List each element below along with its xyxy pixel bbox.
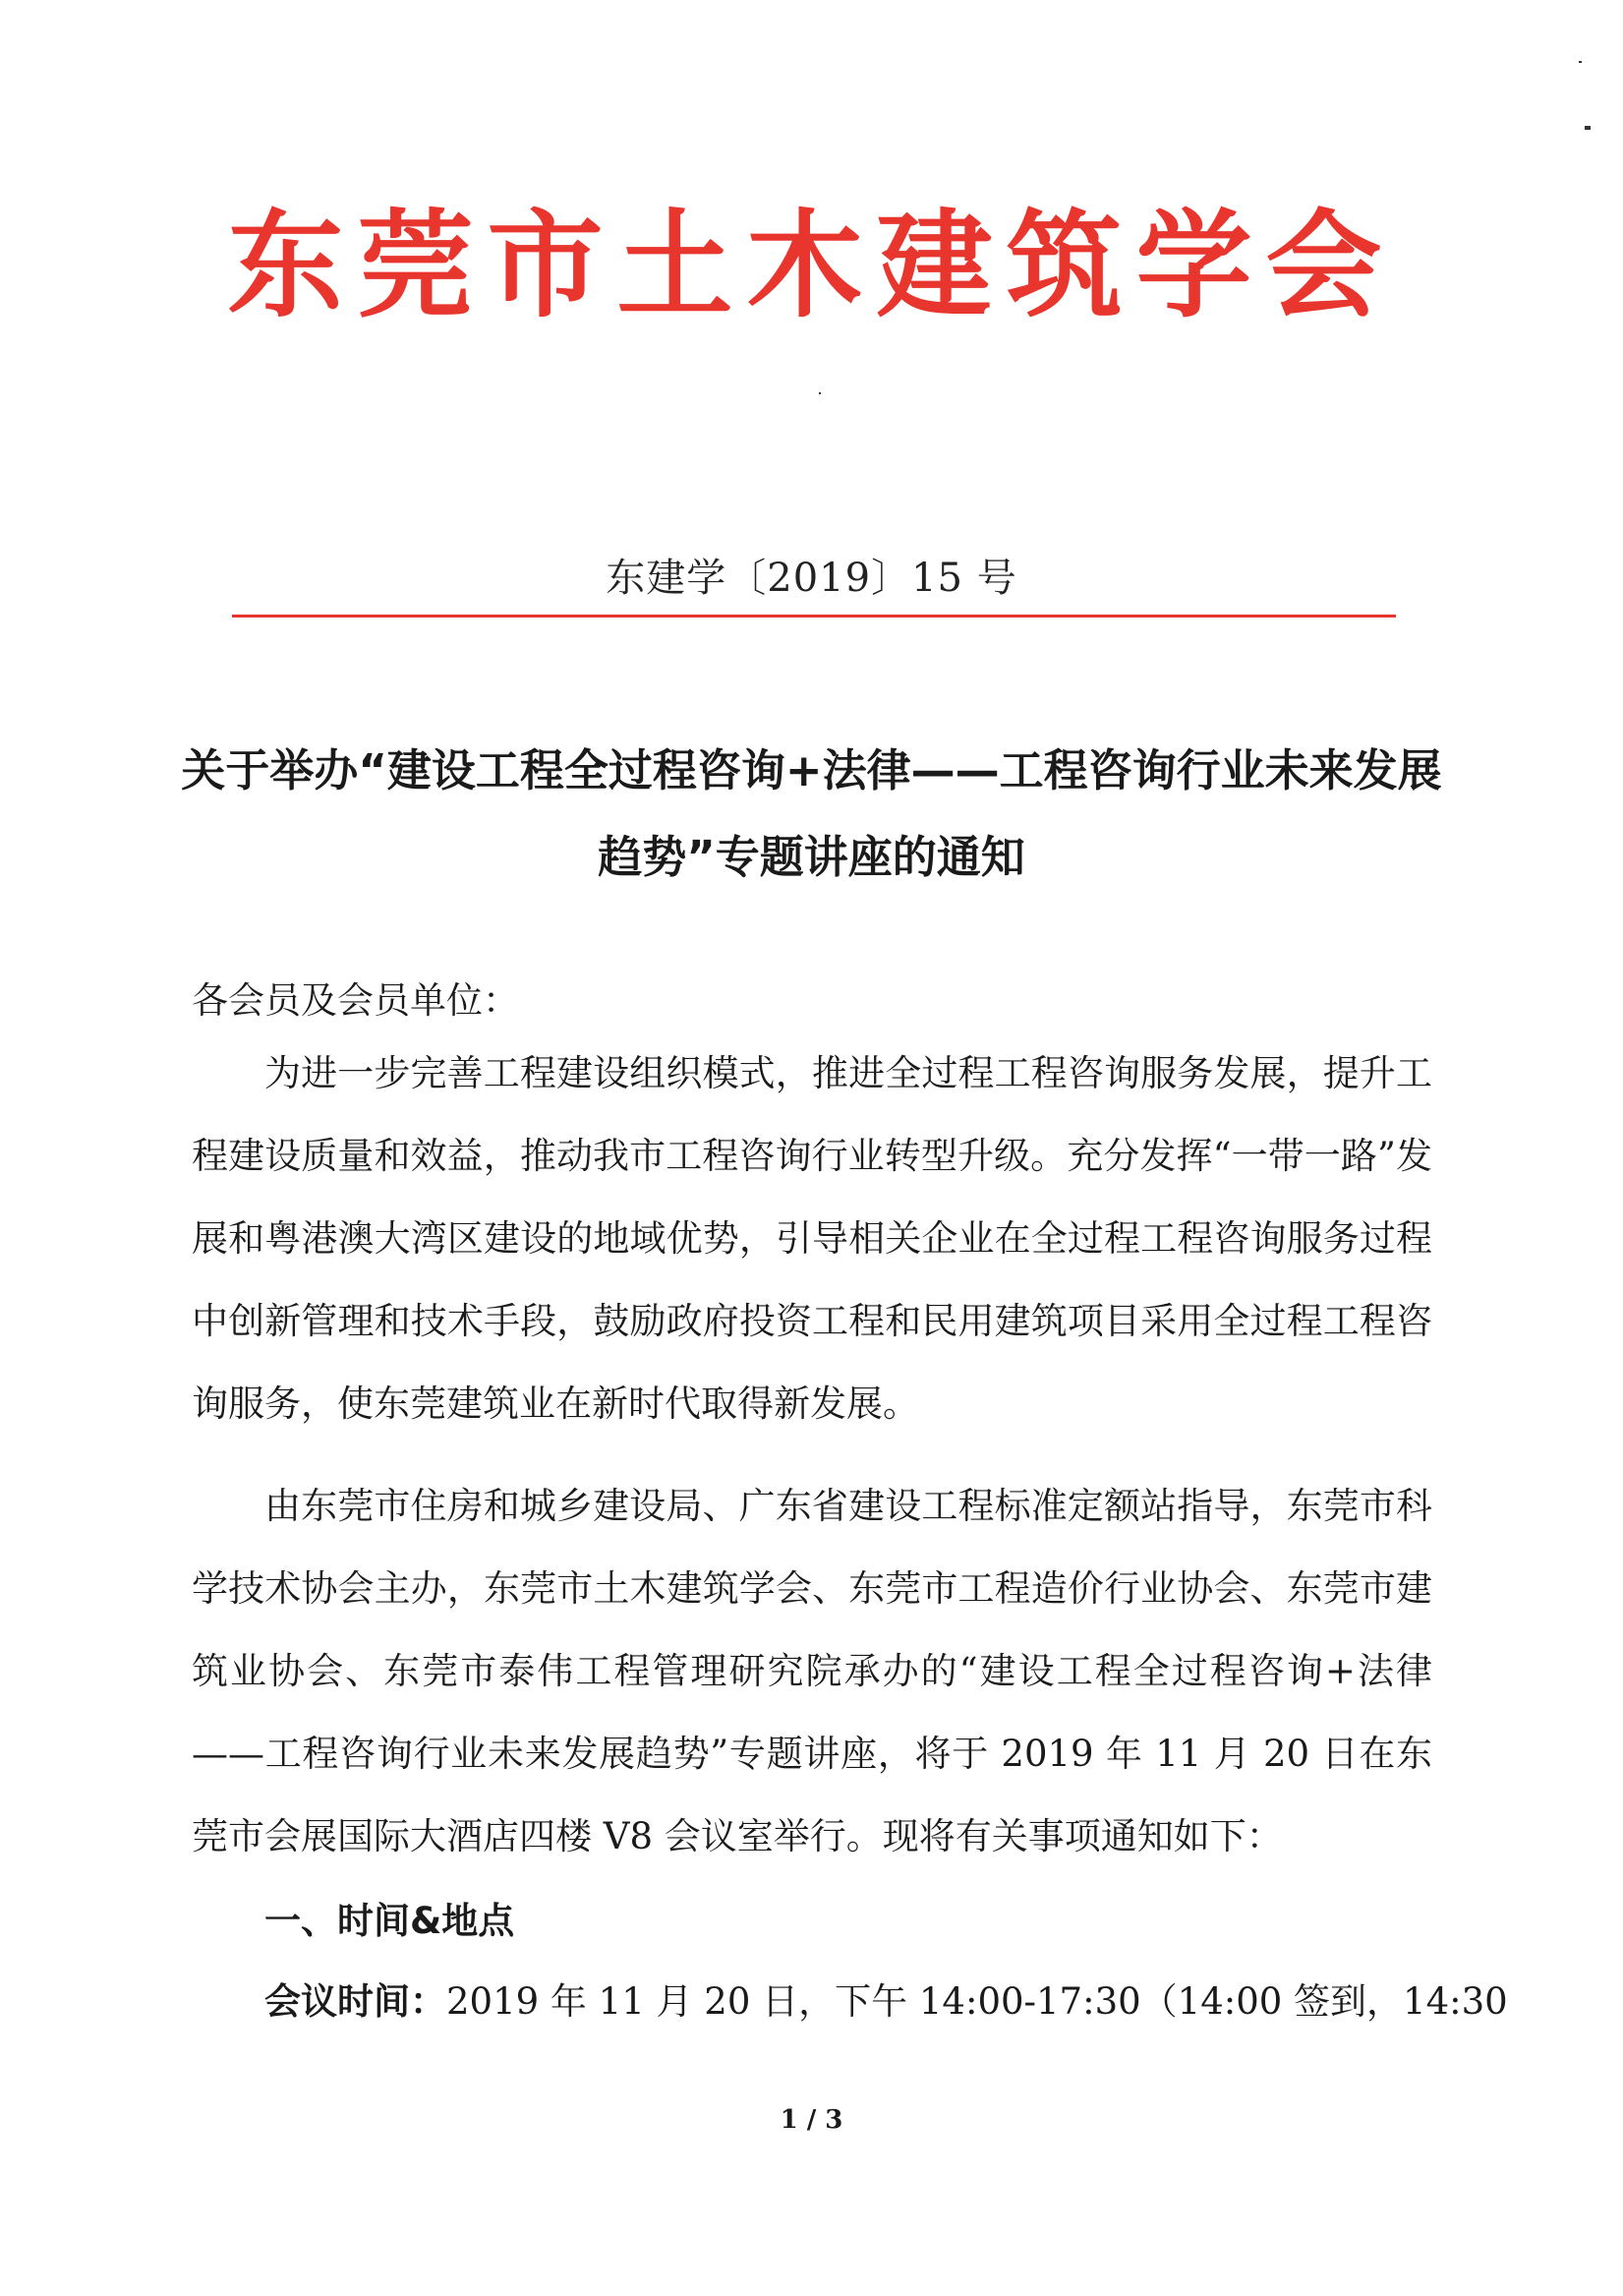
scan-speck [1585,126,1591,130]
organization-letterhead: 东莞市土木建筑学会 [227,198,1396,333]
notice-title: 关于举办“建设工程全过程咨询+法律——工程咨询行业未来发展趋势”专题讲座的通知 [181,744,1442,883]
scan-speck [1579,61,1582,63]
scan-speck [819,392,821,394]
document-number: 东建学〔2019〕15 号 [606,556,1017,601]
meeting-time-line [264,1961,1508,2043]
paragraph-1: 为进一步完善工程建设组织模式，推进全过程工程咨询服务发展，提升工程建设质量和效益，推动我市工程咨询行业转型升级。充分发挥“一带一路”发展和粤港澳大湾区建设的地域优势，引导相关企业在全过程工程咨询服务过程中创新管理和技术手段，鼓励政府投资工程和民用建筑项目采用全过程工程咨询服务，使东莞建筑业在新时代取得新发展。 [192,1052,1432,1425]
page-number: 1 / 3 [780,2105,843,2135]
meeting-time-value: 2019 年 11 月 20 日，下午 14:00-17:30（14:00 签到，14:30 [446,1980,1508,2023]
paragraph-2: 由东莞市住房和城乡建设局、广东省建设工程标准定额站指导，东莞市科学技术协会主办，东莞市土木建筑学会、东莞市工程造价行业协会、东莞市建筑业协会、东莞市泰伟工程管理研究院承办的“建设工程全过程咨询+法律——工程咨询行业未来发展趋势”专题讲座，将于 2019 年 11 月 20 日在东莞市会展国际大酒店四楼 V8 会议室举行。现将有关事项通知如下： [192,1485,1432,1857]
red-divider-line [232,615,1396,618]
section-heading-time-location: 一、时间&地点 [264,1900,515,1942]
salutation: 各会员及会员单位： [192,979,519,1022]
meeting-time-label: 会议时间： [264,1980,446,2023]
